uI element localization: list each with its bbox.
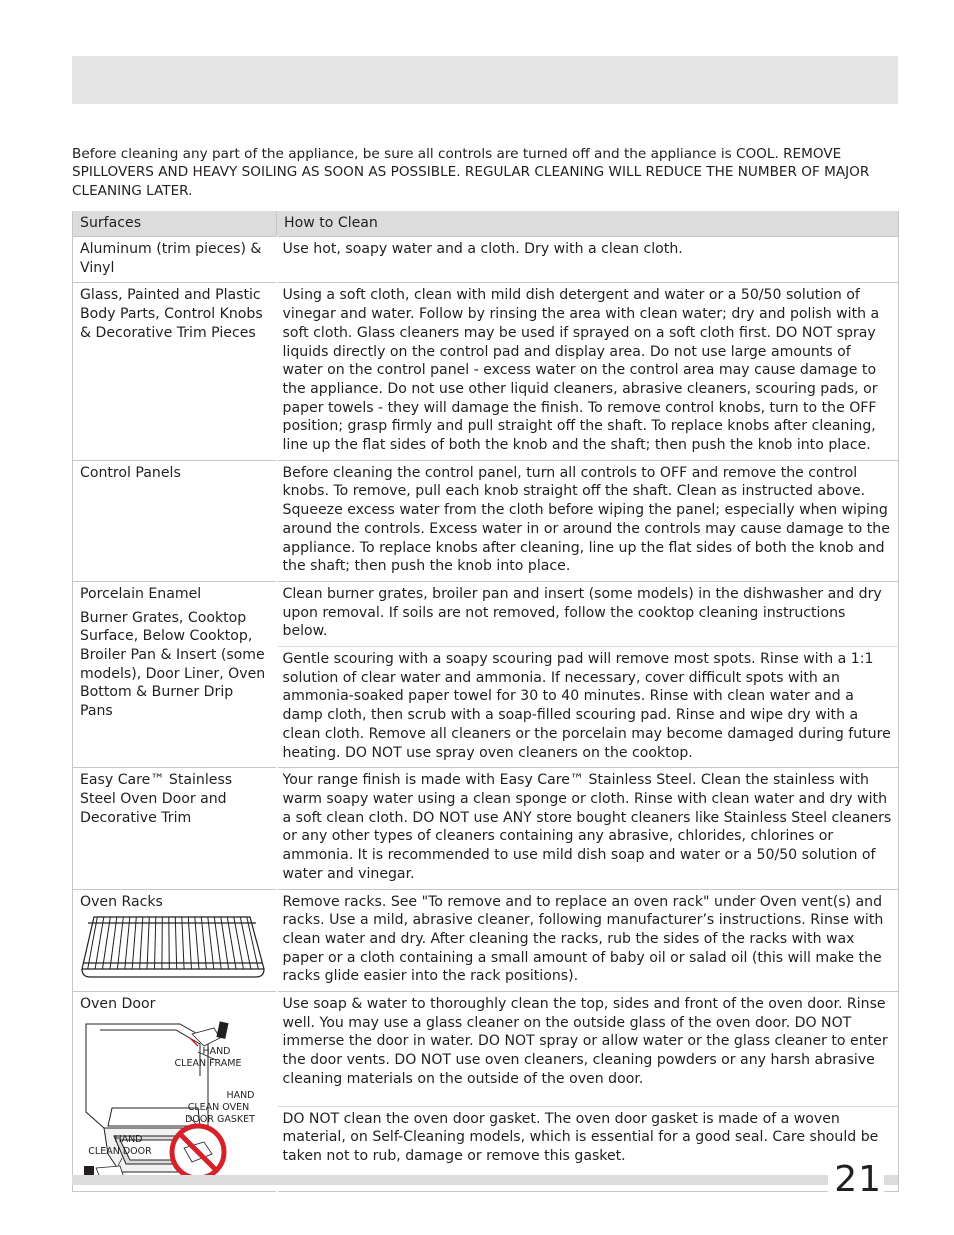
instruction-cell: Use hot, soapy water and a cloth. Dry with a clean cloth. [277,237,899,283]
table-row [73,237,899,283]
rack-wire [182,917,184,969]
instruction-cell: Using a soft cloth, clean with mild dish detergent and water or a 50/50 solution of vinegar and water. Follow by rinsing the area with clean water; dry and polish with a soft cloth. Glass cleaners may be used if sprayed on a soft cloth first. DO NOT spray liquids directly on the control pad and display area. Do not use large amounts of water on the control panel - excess water on the control area may cause damage to the appliance. Do not use other liquid cleaners, abrasive cleaners, scouring pads, or paper towels - they will damage the finish. To remove control knobs, turn to the OFF position; grasp firmly and pull straight off the shaft. To replace knobs after cleaning, line up the flat sides of both the knob and the shaft; then push the knob into place. [277,283,899,460]
surface-cell: Control Panels [73,460,277,581]
surface-title: Oven Racks [80,893,163,910]
surface-title: Oven Door [80,996,156,1013]
instruction-cell: Before cleaning the control panel, turn all controls to OFF and remove the control knobs. To remove, pull each knob straight off the shaft. Clean as instructed above. Squeeze excess water from the cloth before wiping the panel; especially when wiping around the controls. Excess water in or around the controls may cause damage to the appliance. To replace knobs after cleaning, line up the flat sides of both the knob and the shaft; then push the knob into place. [277,460,899,581]
rack-wire [214,917,221,969]
rack-wire [117,917,123,969]
column-header-surfaces: Surfaces [73,211,277,237]
surface-cell [73,889,277,992]
table-row [73,581,899,646]
surface-cell [73,992,277,1192]
oven-rack-illustration [80,913,266,981]
rack-wire [188,917,191,969]
label-hand-clean-gasket: HAND CLEAN OVEN DOOR GASKET [185,1089,255,1125]
rack-wire [169,917,170,969]
surface-cell [73,581,277,767]
rack-wire [227,917,236,969]
rack-wire [147,917,149,969]
table-row [73,992,899,1107]
rack-wire [155,917,156,969]
surface-cell: Easy Care™ Stainless Steel Oven Door and Decorative Trim [73,768,277,889]
instruction-cell: DO NOT clean the oven door gasket. The oven door gasket is made of a woven material, on Self-Cleaning models, which is essential for a good seal. Care should be taken not to rub, damage or remove this gasket. [277,1106,899,1191]
surface-title: Porcelain Enamel [80,585,202,602]
page-number: 21 [828,1158,884,1202]
instruction-cell: Gentle scouring with a soapy scouring pad will remove most spots. Rinse with a 1:1 solution of clear water and ammonia. If necessary, cover difficult spots with an ammonia-soaked paper towel for 30 to 40 minutes. Rinse with clean water and a damp cloth, then scrub with a soap-filled scouring pad. Rinse and wipe dry with a clean cloth. Remove all cleaners or the porcelain may become damaged during future heating. DO NOT use spray oven cleaners on the cooktop. [277,647,899,768]
cleaning-table [72,211,899,1192]
rack-wire [103,917,111,969]
table-row [73,460,899,581]
rack-wire [95,917,104,969]
table-row [73,283,899,460]
label-hand-clean-frame: HAND CLEAN FRAME [174,1045,242,1069]
instruction-cell: Remove racks. See "To remove and to replace an oven rack" under Oven vent(s) and racks. Use a mild, abrasive cleaner, following manufacturer’s instructions. Rinse with clean water and dry. After cleaning the racks, rub the sides of the racks with wax paper or a cloth containing a small amount of baby oil or salad oil (this will make the racks glide easier into the rack positions). [277,889,899,992]
instruction-cell: Your range finish is made with Easy Care™ Stainless Steel. Clean the stainless with warm soapy water using a clean sponge or cloth. Rinse with clean water and dry with a soft clean cloth. DO NOT use ANY store bought cleaners like Stainless Steel cleaners or any other types of cleaners containing any abrasive, chlorides, chlorines or ammonia. It is recommended to use mild dish soap and water or a 50/50 solution of water and vinegar. [277,768,899,889]
rack-wire [140,917,143,969]
instruction-cell: Use soap & water to thoroughly clean the top, sides and front of the oven door. Rinse well. You may use a glass cleaner on the outside glass of the oven door. DO NOT immerse the door in water. DO NOT spray or allow water or the glass cleaner to enter the door vents. DO NOT use oven cleaners, cleaning powders or any harsh abrasive cleaning materials on the outside of the oven door. [277,992,899,1107]
column-header-how-to-clean: How to Clean [277,211,899,237]
hand-cloth-icon [190,1021,229,1046]
surface-cell: Glass, Painted and Plastic Body Parts, Control Knobs & Decorative Trim Pieces [73,283,277,460]
label-hand-clean-door: HAND CLEAN DOOR [88,1133,152,1157]
surface-cell: Aluminum (trim pieces) & Vinyl [73,237,277,283]
table-row [73,768,899,889]
rack-wire [195,917,199,969]
footer-bar [72,1175,898,1185]
oven-door-illustration [80,1016,260,1186]
table-row [73,889,899,992]
prohibition-icon [172,1126,224,1178]
rack-wire [201,917,206,969]
table-header-row [73,211,899,237]
surface-subtitle: Burner Grates, Cooktop Surface, Below Cooktop, Broiler Pan & Insert (some models), Door Liner, Oven Bottom & Burner Drip Pans [80,609,266,720]
instruction-cell: Clean burner grates, broiler pan and insert (some models) in the dishwasher and dry upon removal. If soils are not removed, follow the cooktop cleaning instructions below. [277,581,899,646]
rack-wire [132,917,136,969]
rack-wire [208,917,214,969]
rack-wire [110,917,117,969]
section-header-bar [72,56,898,104]
rack-wire [221,917,229,969]
rack-wire [125,917,130,969]
rack-wire [175,917,176,969]
intro-paragraph: Before cleaning any part of the appliance, be sure all controls are turned off and the appliance is COOL. REMOVE SPILLOVERS AND HEAVY SOILING AS SOON AS POSSIBLE. REGULAR CLEANING WILL REDUCE THE NUMBER OF MAJOR CLEANING LATER. [72,146,870,199]
